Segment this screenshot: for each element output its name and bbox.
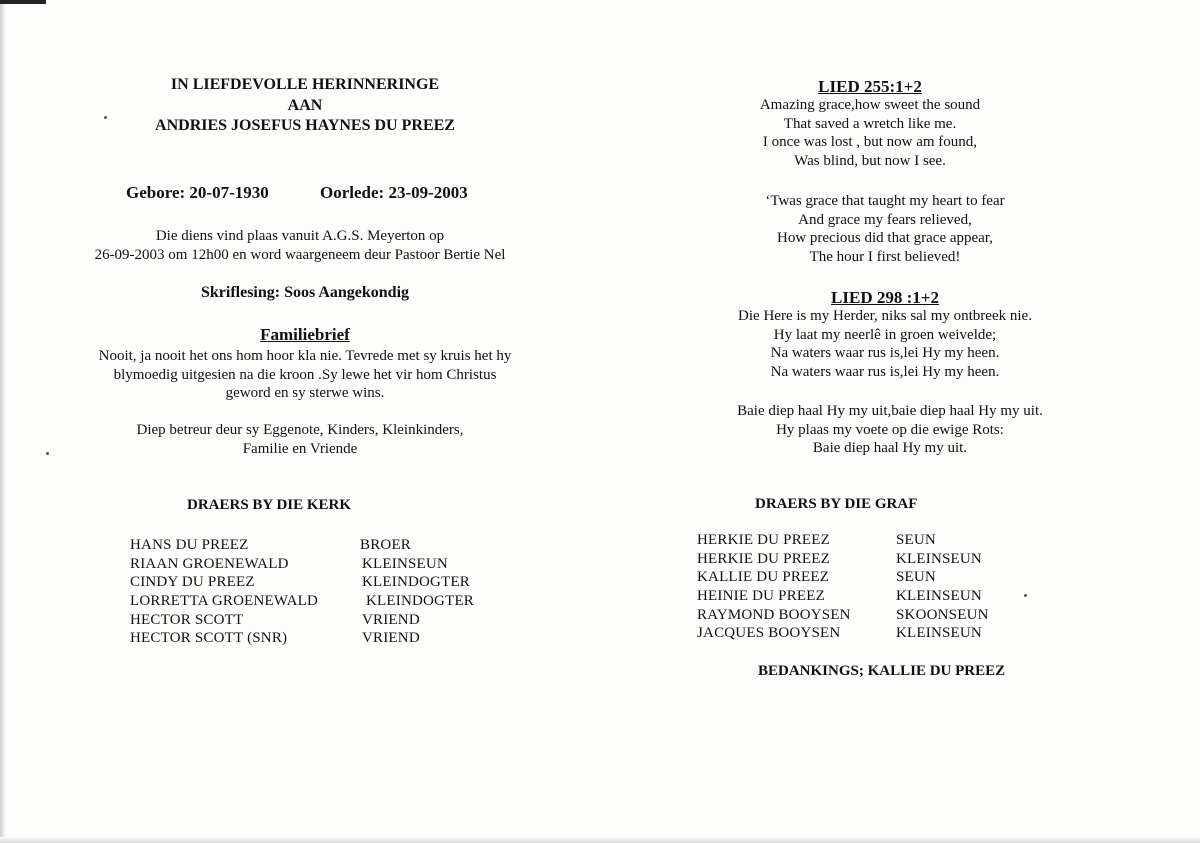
title-line: ANDRIES JOSEFUS HAYNES DU PREEZ — [155, 117, 455, 134]
bearer-name: RIAAN GROENEWALD — [130, 555, 289, 572]
bearer-name: HANS DU PREEZ — [130, 537, 249, 553]
hymn-line: I once was lost , but now am found, — [762, 134, 978, 151]
hymn-line: Hy laat my neerlê in groen weivelde; — [773, 326, 997, 343]
bearer-name: HECTOR SCOTT — [130, 611, 244, 628]
table-row — [697, 624, 1027, 643]
hymn-line: ‘Twas grace that taught my heart to fear — [765, 193, 1005, 209]
bearer-name: RAYMOND BOOYSEN — [697, 606, 851, 623]
hymn-298-verse-1 — [685, 307, 1085, 381]
hymn-line: That saved a wretch like me. — [783, 115, 957, 132]
bearer-relation: KLEINSEUN — [896, 550, 982, 567]
church-bearers-list — [130, 536, 510, 648]
hymn-line: Was blind, but now I see. — [794, 152, 946, 169]
bearer-relation: KLEINDOGTER — [362, 574, 471, 591]
service-line: Die diens vind plaas vanuit A.G.S. Meyerton op — [155, 228, 445, 244]
bearer-relation: VRIEND — [362, 630, 420, 647]
bearer-name: HECTOR SCOTT (SNR) — [130, 630, 288, 647]
table-row — [130, 573, 510, 592]
hymn-line: Na waters waar rus is,lei Hy my heen. — [770, 363, 1000, 380]
bearer-name: KALLIE DU PREEZ — [697, 569, 830, 586]
bearer-relation: KLEINSEUN — [362, 555, 448, 572]
bearer-name: HERKIE DU PREEZ — [697, 532, 830, 548]
grave-bearers-heading: DRAERS BY DIE GRAF — [755, 496, 918, 512]
bearer-relation: KLEINSEUN — [896, 588, 982, 605]
letter-line: blymoedig uitgesien na die kroon .Sy lewe het vir hom Christus — [113, 366, 497, 383]
hymn-line: The hour I first believed! — [809, 248, 961, 265]
table-row — [130, 592, 510, 611]
table-row — [697, 587, 1027, 606]
service-details — [60, 227, 540, 264]
hymn-255-verse-1 — [700, 96, 1040, 170]
death-date: Oorlede: 23-09-2003 — [320, 183, 468, 202]
hymn-line: Die Here is my Herder, niks sal my ontbreek nie. — [738, 308, 1032, 324]
hymn-line: Hy plaas my voete op die ewige Rots: — [776, 421, 1004, 438]
memorial-title — [150, 75, 460, 137]
hymn-line: Amazing grace,how sweet the sound — [759, 97, 981, 113]
letter-line: Nooit, ja nooit het ons hom hoor kla nie. Tevrede met sy kruis het hy — [98, 348, 512, 364]
scan-speck — [104, 116, 107, 119]
table-row — [697, 550, 1027, 569]
table-row — [130, 536, 510, 555]
scripture-reading: Skriflesing: Soos Aangekondig — [200, 284, 410, 301]
service-line: 26-09-2003 om 12h00 en word waargeneem deur Pastoor Bertie Nel — [94, 246, 506, 263]
bearer-relation: BROER — [360, 537, 412, 553]
hymn-line: Baie diep haal Hy my uit. — [812, 440, 968, 457]
title-line: IN LIEFDEVOLLE HERINNERINGE — [170, 76, 440, 93]
hymn-line: Baie diep haal Hy my uit,baie diep haal Hy my uit. — [737, 403, 1043, 419]
hymn-255-title: LIED 255:1+2 — [818, 77, 922, 96]
family-letter-heading: Familiebrief — [260, 325, 350, 344]
table-row — [697, 531, 1027, 550]
bearer-relation: SKOONSEUN — [896, 606, 989, 623]
bearer-name: HERKIE DU PREEZ — [697, 550, 830, 567]
scan-corner-mark — [0, 0, 46, 4]
mourned-line: Familie en Vriende — [242, 440, 358, 457]
bearer-name: HEINIE DU PREEZ — [697, 588, 825, 605]
title-line: AAN — [287, 96, 323, 114]
bearer-relation: KLEINDOGTER — [366, 593, 475, 610]
hymn-line: How precious did that grace appear, — [777, 230, 993, 247]
bearer-relation: VRIEND — [362, 611, 420, 628]
table-row — [130, 629, 510, 648]
bearer-relation: SEUN — [896, 569, 936, 586]
acknowledgements: BEDANKINGS; KALLIE DU PREEZ — [758, 663, 1006, 679]
grave-bearers-list — [697, 531, 1027, 643]
scan-bottom-edge — [0, 837, 1200, 843]
hymn-line: And grace my fears relieved, — [798, 211, 972, 228]
bearer-relation: SEUN — [896, 532, 936, 548]
table-row — [697, 606, 1027, 625]
scan-speck — [46, 452, 49, 455]
hymn-298-verse-2 — [685, 402, 1095, 458]
table-row — [697, 568, 1027, 587]
table-row — [130, 611, 510, 630]
family-letter-text — [40, 347, 570, 403]
table-row — [130, 555, 510, 574]
mourned-by — [100, 421, 500, 458]
bearer-name: LORRETTA GROENEWALD — [130, 593, 318, 610]
bearer-name: CINDY DU PREEZ — [130, 574, 255, 591]
birth-date: Gebore: 20-07-1930 — [126, 183, 269, 202]
hymn-255-verse-2 — [700, 192, 1070, 266]
mourned-line: Diep betreur deur sy Eggenote, Kinders, Kleinkinders, — [136, 422, 464, 438]
bearer-relation: KLEINSEUN — [896, 625, 982, 642]
church-bearers-heading: DRAERS BY DIE KERK — [187, 497, 352, 513]
letter-line: geword en sy sterwe wins. — [225, 385, 385, 402]
bearer-name: JACQUES BOOYSEN — [697, 625, 841, 642]
scan-left-edge — [0, 0, 6, 843]
hymn-line: Na waters waar rus is,lei Hy my heen. — [770, 345, 1000, 362]
hymn-298-title: LIED 298 :1+2 — [831, 288, 939, 307]
